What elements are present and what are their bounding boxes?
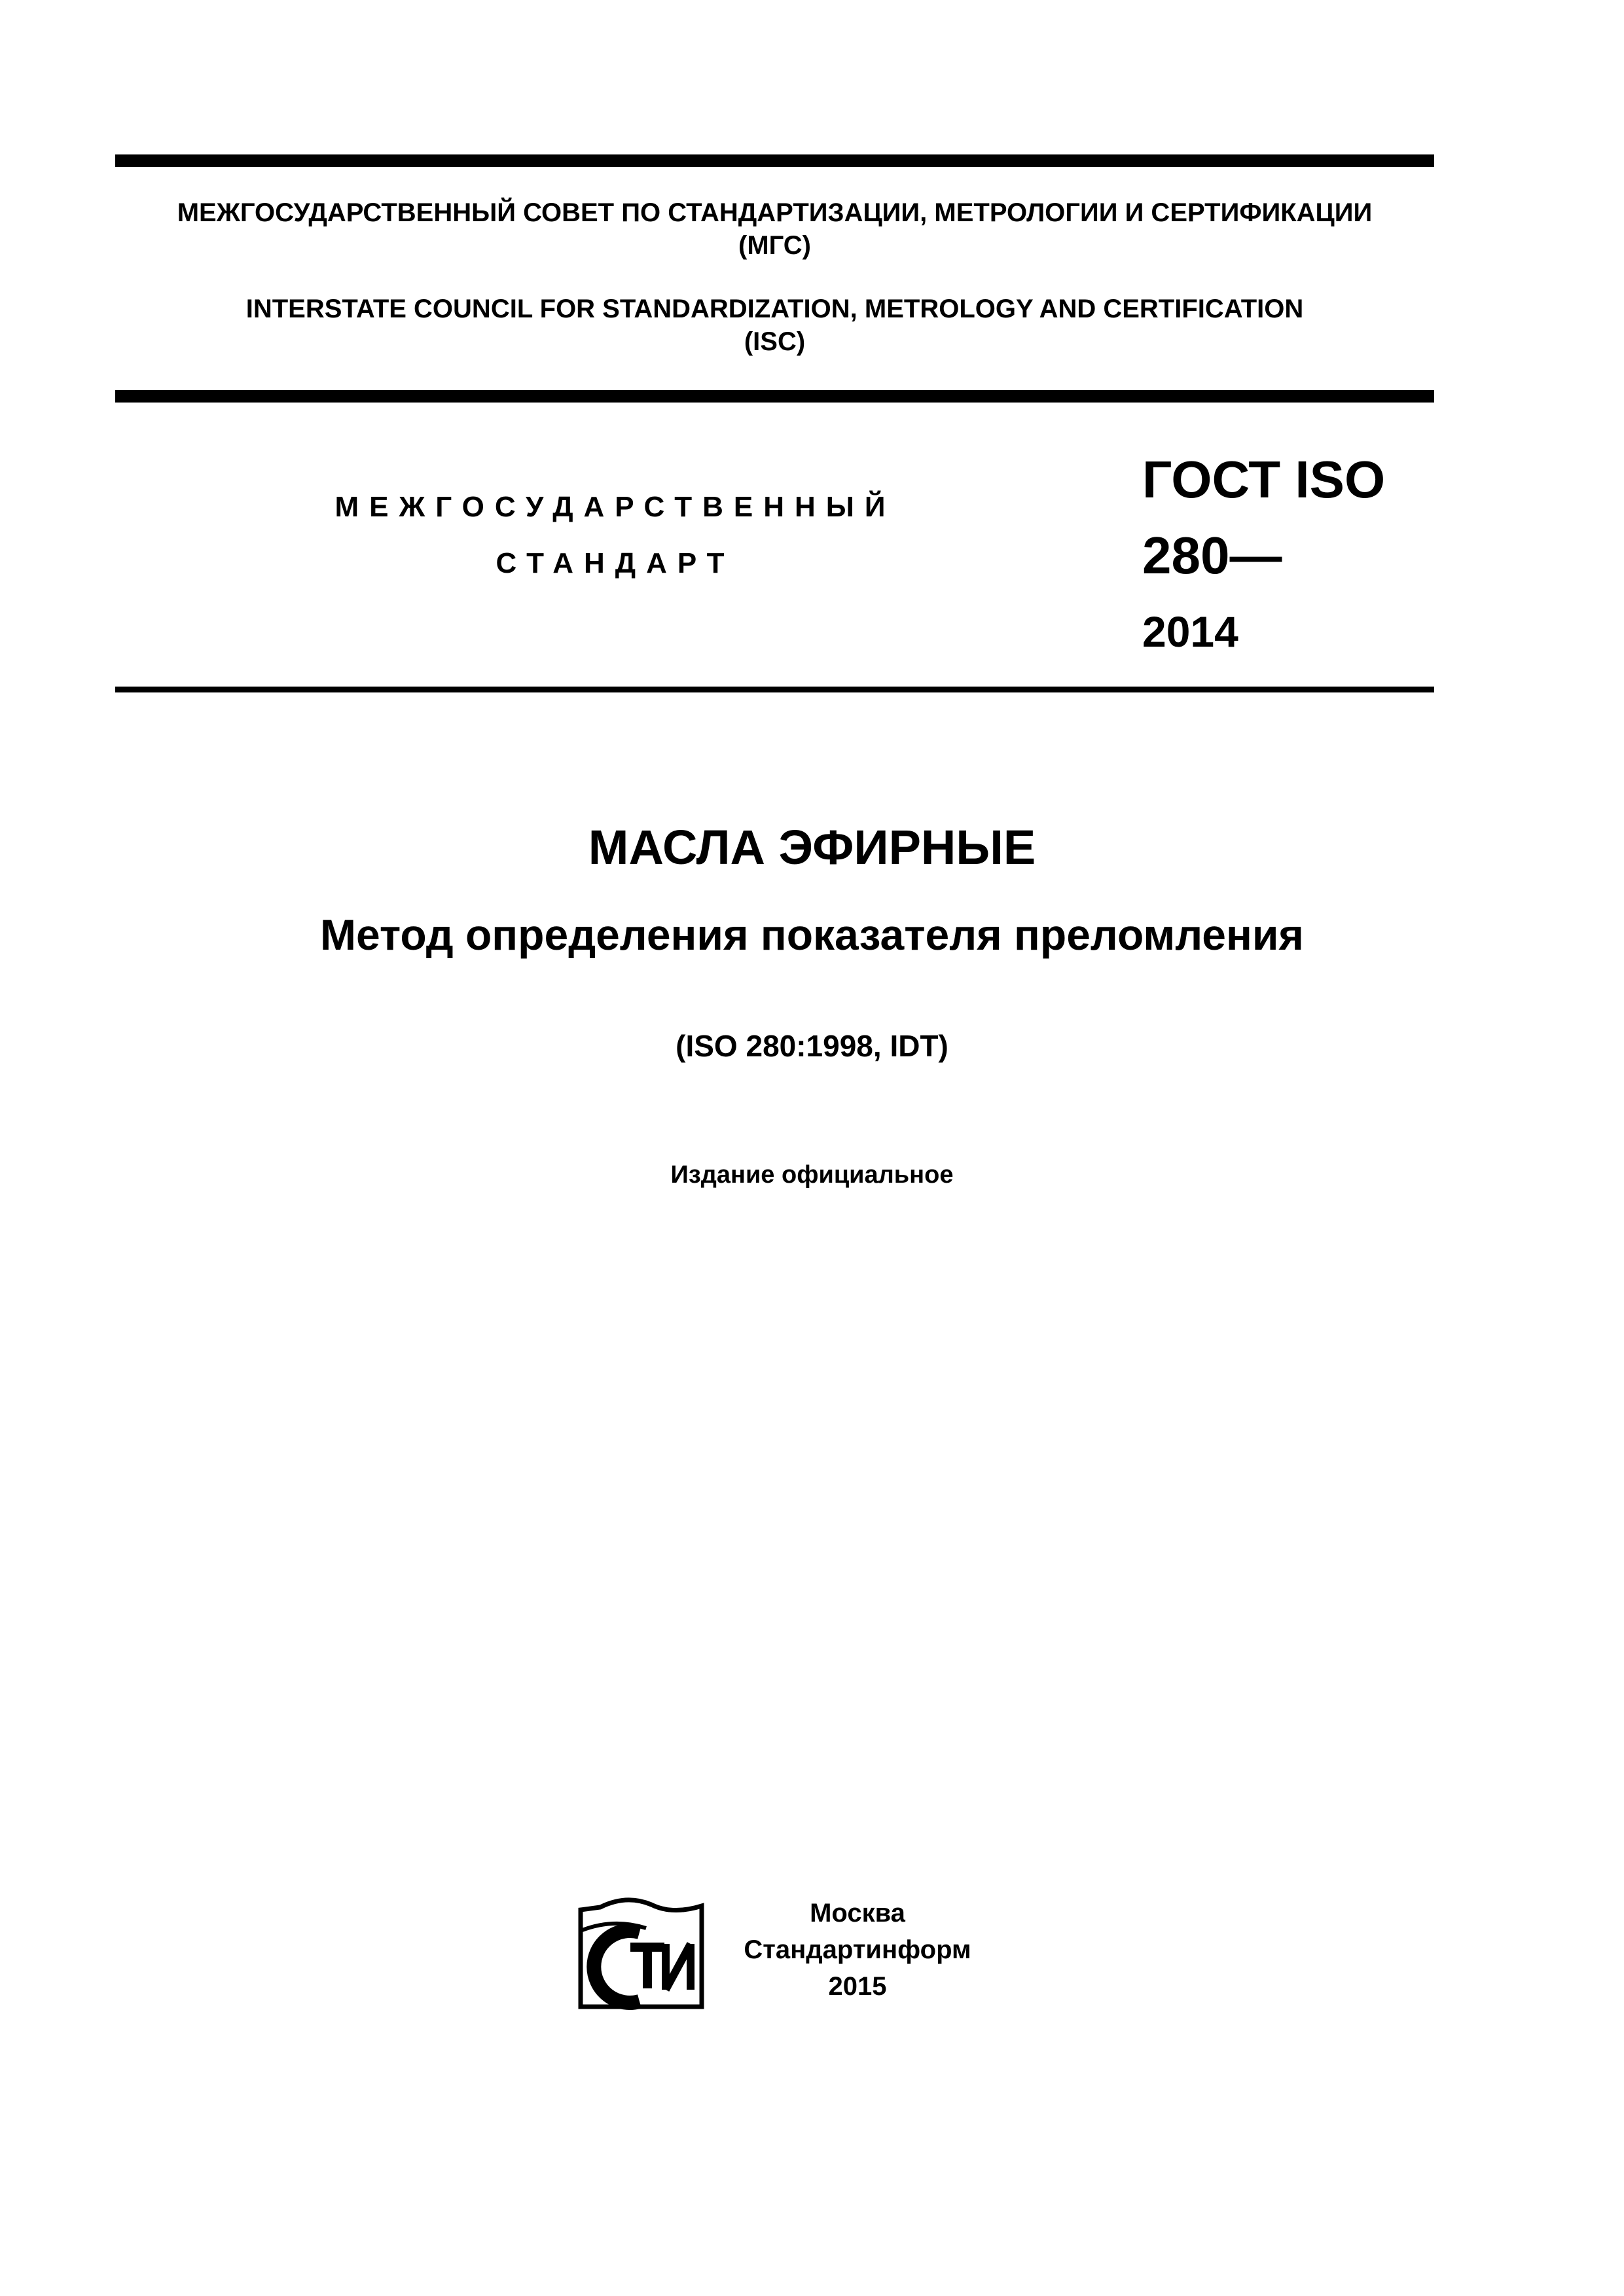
- council-name-russian: [115, 196, 1434, 262]
- council-name-english: [115, 293, 1434, 358]
- council-name-en-line: INTERSTATE COUNCIL FOR STANDARDIZATION, METROLOGY AND CERTIFICATION: [245, 295, 1304, 323]
- standard-kind-line2: СТАНДАРТ: [496, 547, 735, 579]
- imprint-city: Москва: [810, 1899, 905, 1928]
- standard-kind-line1: МЕЖГОСУДАРСТВЕННЫЙ: [334, 491, 896, 523]
- council-name-ru-line: МЕЖГОСУДАРСТВЕННЫЙ СОВЕТ ПО СТАНДАРТИЗАЦИИ, МЕТРОЛОГИИ И СЕРТИФИКАЦИИ: [177, 198, 1373, 227]
- document-title: МАСЛА ЭФИРНЫЕ: [588, 820, 1036, 874]
- designation-line1: ГОСТ ISO: [1142, 450, 1386, 509]
- top-rule: [115, 154, 1434, 167]
- document-subtitle: Метод определения показателя преломления: [320, 910, 1304, 959]
- middle-rule: [115, 390, 1434, 403]
- imprint-publisher: Стандартинформ: [744, 1935, 971, 1964]
- edition-note: Издание официальное: [670, 1161, 954, 1189]
- council-abbreviation-ru: (МГС): [738, 231, 811, 260]
- standartinform-logo-icon: [574, 1892, 708, 2013]
- standard-designation: [1142, 442, 1417, 670]
- publisher-imprint: [720, 1895, 995, 2005]
- designation-line2: 280—: [1142, 526, 1282, 584]
- bottom-rule: [115, 687, 1434, 692]
- designation-year: 2014: [1142, 607, 1238, 656]
- iso-reference: (ISO 280:1998, IDT): [676, 1029, 948, 1063]
- council-abbreviation-en: (ISC): [744, 327, 806, 356]
- imprint-year: 2015: [828, 1972, 887, 2001]
